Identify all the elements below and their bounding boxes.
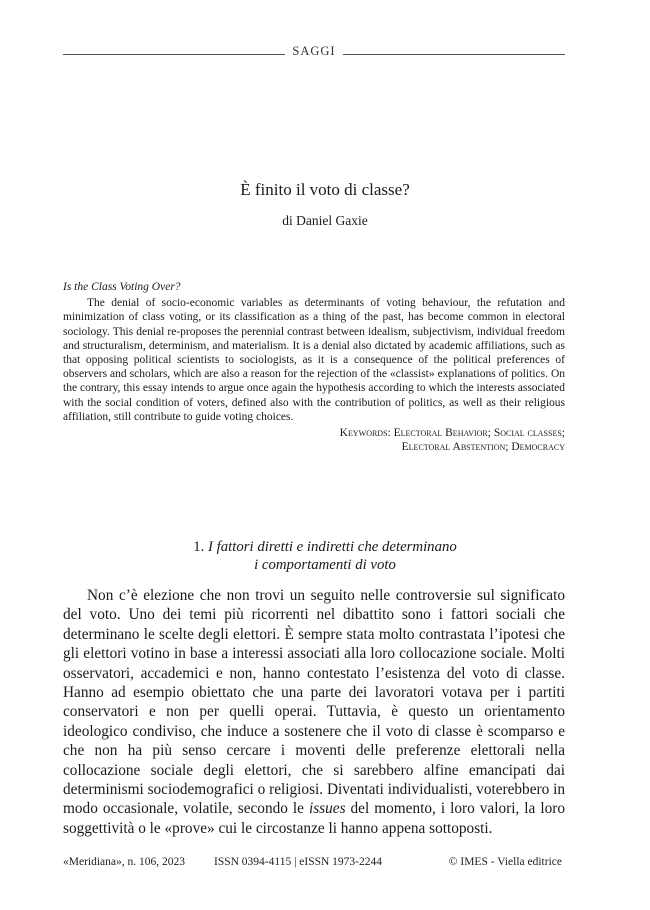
footer-issn: ISSN 0394-4115 | eISSN 1973-2244 xyxy=(214,856,382,868)
keywords-line-1: Electoral Behavior; Social classes; xyxy=(393,427,565,440)
footer-publisher: © IMES - Viella editrice xyxy=(448,856,562,868)
abstract-title: Is the Class Voting Over? xyxy=(63,281,181,293)
section-number: 1. xyxy=(193,539,205,555)
section-heading xyxy=(0,538,650,574)
header-rule-right xyxy=(343,54,565,55)
section-label: SAGGI xyxy=(292,44,336,58)
body-text-part-1: Non c’è elezione che non trovi un seguito nelle controversie sul significato del voto. Uno dei temi più ricorrenti nel dibattito sono i fattori sociali che determinano le scelte degli elettori. È sempre stata molto contrastata l’ipotesi che gli elettori votino in base a interessi associati alla loro collocazione sociale. Molti osservatori, accademici e non, hanno contestato l’esistenza del voto di classe. Hanno ad esempio obiettato che una parte dei lavoratori votava per i partiti conservatori e non per quelli operai. Tuttavia, è questo un orientamento ideologico condiviso, che induce a sostenere che il voto di classe è scomparso e che non ha più senso cercare i moventi delle preferenze elettorali nella collocazione sociale degli elettori, che si sarebbero alfine emancipati dai determinismi sociodemografici o religiosi. Diventati individualisti, voterebbero in modo occasionale, volatile, secondo le xyxy=(63,587,565,818)
section-title-line-1: I fattori diretti e indiretti che determinano xyxy=(208,539,457,555)
section-title-line-2: i comportamenti di voto xyxy=(254,557,396,573)
footer-journal: «Meridiana», n. 106, 2023 xyxy=(63,856,186,868)
article-author: di Daniel Gaxie xyxy=(282,213,368,228)
keywords-line-2: Electoral Abstention; Democracy xyxy=(401,441,565,454)
body-text-part-2: del momento, i loro valori, la loro soggettività o le «prove» cui le circostanze li hanno appena sottoposti. xyxy=(63,800,566,837)
body-emphasis: issues xyxy=(308,800,346,818)
article-title: È finito il voto di classe? xyxy=(240,180,410,199)
abstract xyxy=(63,280,565,454)
keywords-label: Keywords: xyxy=(339,427,391,440)
body-paragraph xyxy=(63,586,565,838)
abstract-body: The denial of socio-economic variables as determinants of voting behaviour, the refutation and minimization of class voting, or its classification as a thing of the past, has become common in electoral sociology. This denial re-proposes the perennial contrast between idealism, subjectivism, individual freedom and structuralism, determinism, and materialism. It is a denial also dictated by academic affiliations, such as that opposing political scientists to sociologists, as it is a consequence of the political preferences of observers and scholars, which are also a reason for the rejection of the «classist» explanations of politics. On the contrary, this essay intends to argue once again the hypothesis according to which the interests associated with the social condition of voters, defined also with the contribution of politics, as well as their religious affiliation, still contribute to guide voting choices. xyxy=(63,297,565,423)
running-header xyxy=(63,44,565,62)
keywords xyxy=(63,426,565,454)
